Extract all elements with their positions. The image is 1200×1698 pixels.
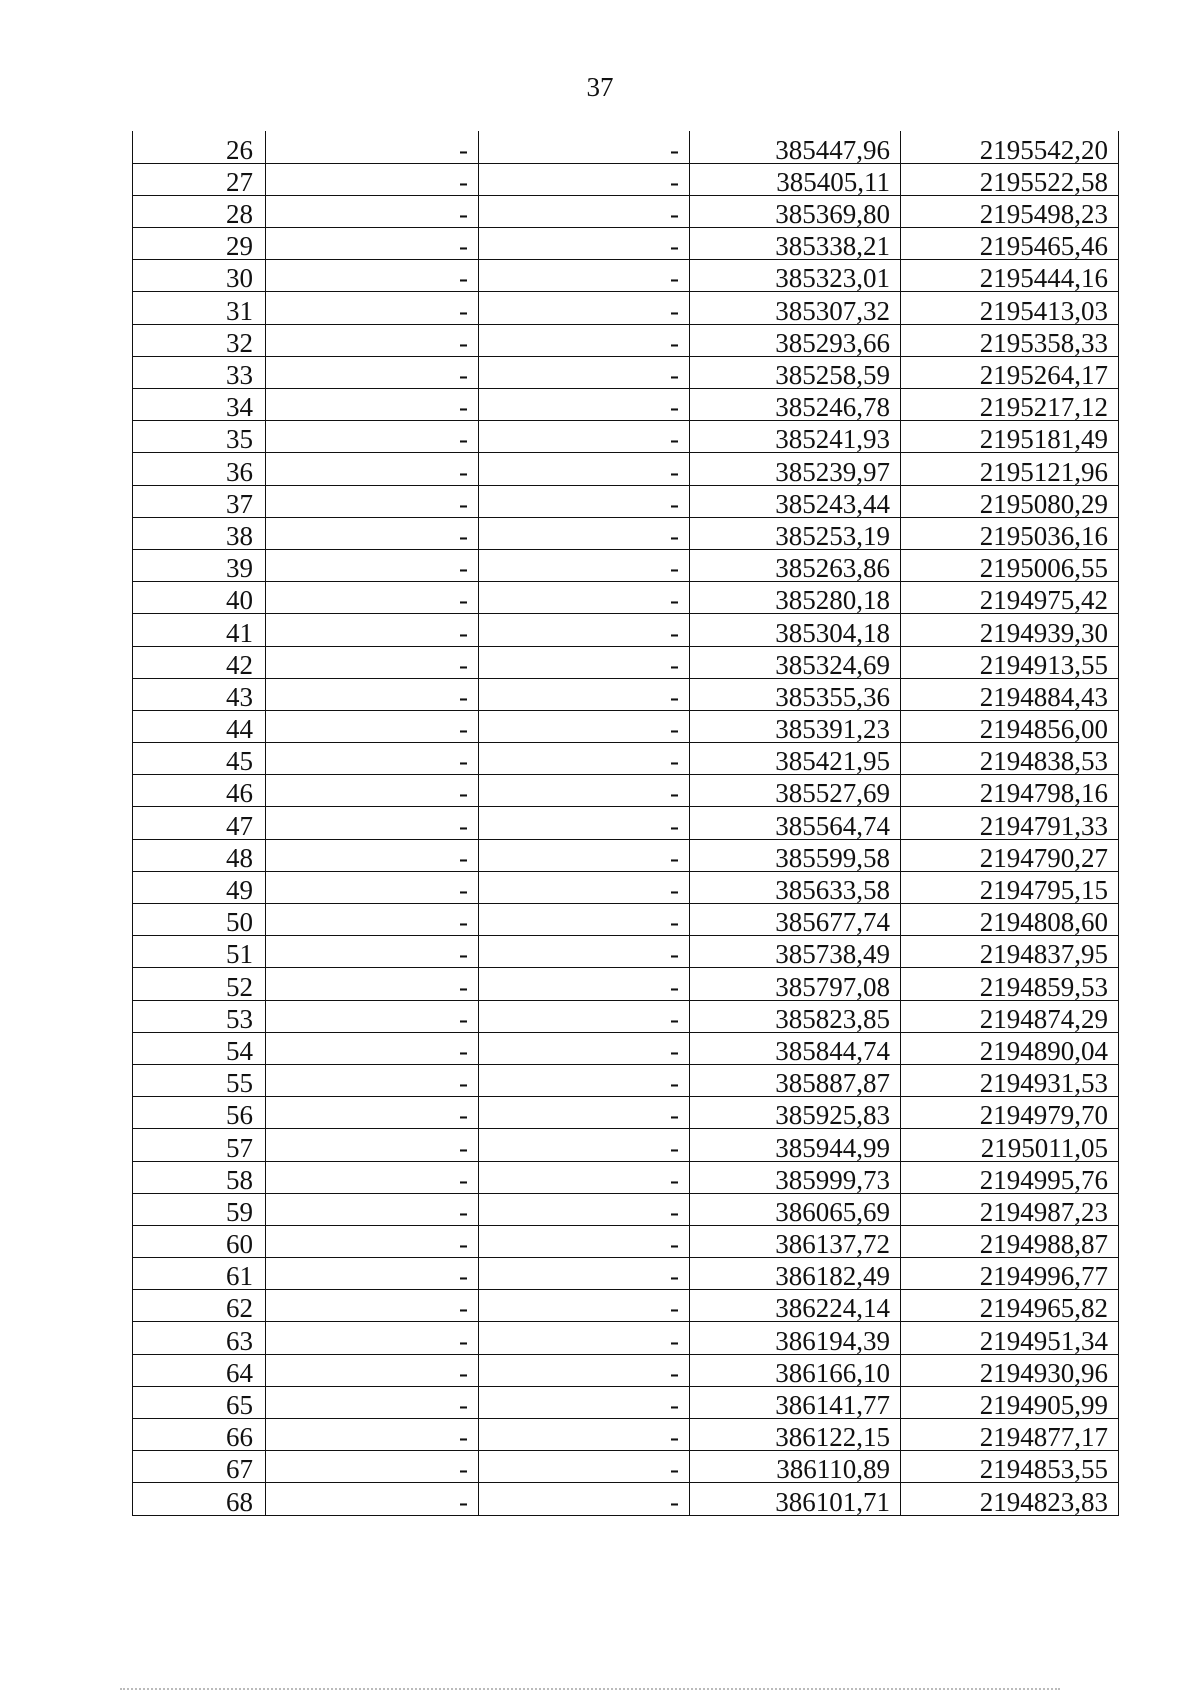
point-number-cell: 54 bbox=[133, 1032, 266, 1064]
column-3-cell: - bbox=[479, 839, 690, 871]
column-2-cell: - bbox=[266, 1354, 479, 1386]
x-coordinate-cell: 385447,96 bbox=[690, 131, 901, 163]
y-coordinate-cell: 2195358,33 bbox=[901, 324, 1119, 356]
column-2-cell: - bbox=[266, 871, 479, 903]
x-coordinate-cell: 385307,32 bbox=[690, 292, 901, 324]
point-number-cell: 50 bbox=[133, 904, 266, 936]
column-3-cell: - bbox=[479, 1386, 690, 1418]
point-number-cell: 57 bbox=[133, 1129, 266, 1161]
column-2-cell: - bbox=[266, 292, 479, 324]
column-2-cell: - bbox=[266, 389, 479, 421]
point-number-cell: 29 bbox=[133, 228, 266, 260]
table-row bbox=[133, 839, 1119, 871]
table-row bbox=[133, 614, 1119, 646]
x-coordinate-cell: 385677,74 bbox=[690, 904, 901, 936]
column-2-cell: - bbox=[266, 1419, 479, 1451]
x-coordinate-cell: 385599,58 bbox=[690, 839, 901, 871]
column-2-cell: - bbox=[266, 1290, 479, 1322]
column-3-cell: - bbox=[479, 775, 690, 807]
column-2-cell: - bbox=[266, 710, 479, 742]
column-3-cell: - bbox=[479, 517, 690, 549]
column-3-cell: - bbox=[479, 1129, 690, 1161]
table-row bbox=[133, 743, 1119, 775]
point-number-cell: 45 bbox=[133, 743, 266, 775]
column-3-cell: - bbox=[479, 1322, 690, 1354]
coordinates-table-body bbox=[133, 131, 1119, 1515]
column-2-cell: - bbox=[266, 163, 479, 195]
column-3-cell: - bbox=[479, 614, 690, 646]
column-3-cell: - bbox=[479, 1419, 690, 1451]
y-coordinate-cell: 2194931,53 bbox=[901, 1064, 1119, 1096]
point-number-cell: 59 bbox=[133, 1193, 266, 1225]
point-number-cell: 37 bbox=[133, 485, 266, 517]
x-coordinate-cell: 385887,87 bbox=[690, 1064, 901, 1096]
column-2-cell: - bbox=[266, 646, 479, 678]
y-coordinate-cell: 2195522,58 bbox=[901, 163, 1119, 195]
table-row bbox=[133, 1386, 1119, 1418]
point-number-cell: 47 bbox=[133, 807, 266, 839]
x-coordinate-cell: 385925,83 bbox=[690, 1097, 901, 1129]
y-coordinate-cell: 2195413,03 bbox=[901, 292, 1119, 324]
table-row bbox=[133, 1161, 1119, 1193]
column-2-cell: - bbox=[266, 1386, 479, 1418]
column-2-cell: - bbox=[266, 131, 479, 163]
column-3-cell: - bbox=[479, 485, 690, 517]
point-number-cell: 41 bbox=[133, 614, 266, 646]
point-number-cell: 52 bbox=[133, 968, 266, 1000]
x-coordinate-cell: 385355,36 bbox=[690, 678, 901, 710]
column-2-cell: - bbox=[266, 1322, 479, 1354]
y-coordinate-cell: 2195498,23 bbox=[901, 195, 1119, 227]
point-number-cell: 46 bbox=[133, 775, 266, 807]
table-row bbox=[133, 1000, 1119, 1032]
table-row bbox=[133, 1032, 1119, 1064]
x-coordinate-cell: 385944,99 bbox=[690, 1129, 901, 1161]
table-row bbox=[133, 1064, 1119, 1096]
column-2-cell: - bbox=[266, 324, 479, 356]
table-row bbox=[133, 260, 1119, 292]
table-row bbox=[133, 646, 1119, 678]
column-3-cell: - bbox=[479, 1064, 690, 1096]
column-3-cell: - bbox=[479, 678, 690, 710]
y-coordinate-cell: 2195217,12 bbox=[901, 389, 1119, 421]
x-coordinate-cell: 385823,85 bbox=[690, 1000, 901, 1032]
y-coordinate-cell: 2194823,83 bbox=[901, 1483, 1119, 1515]
x-coordinate-cell: 385304,18 bbox=[690, 614, 901, 646]
x-coordinate-cell: 385564,74 bbox=[690, 807, 901, 839]
y-coordinate-cell: 2194808,60 bbox=[901, 904, 1119, 936]
column-2-cell: - bbox=[266, 936, 479, 968]
y-coordinate-cell: 2194965,82 bbox=[901, 1290, 1119, 1322]
x-coordinate-cell: 385241,93 bbox=[690, 421, 901, 453]
column-3-cell: - bbox=[479, 389, 690, 421]
x-coordinate-cell: 386122,15 bbox=[690, 1419, 901, 1451]
y-coordinate-cell: 2194996,77 bbox=[901, 1258, 1119, 1290]
y-coordinate-cell: 2194890,04 bbox=[901, 1032, 1119, 1064]
x-coordinate-cell: 385338,21 bbox=[690, 228, 901, 260]
table-row bbox=[133, 871, 1119, 903]
column-2-cell: - bbox=[266, 1064, 479, 1096]
point-number-cell: 67 bbox=[133, 1451, 266, 1483]
table-row bbox=[133, 710, 1119, 742]
table-row bbox=[133, 807, 1119, 839]
y-coordinate-cell: 2195444,16 bbox=[901, 260, 1119, 292]
column-2-cell: - bbox=[266, 195, 479, 227]
table-row bbox=[133, 1483, 1119, 1515]
y-coordinate-cell: 2194856,00 bbox=[901, 710, 1119, 742]
x-coordinate-cell: 386141,77 bbox=[690, 1386, 901, 1418]
table-row bbox=[133, 1322, 1119, 1354]
x-coordinate-cell: 385258,59 bbox=[690, 356, 901, 388]
x-coordinate-cell: 385263,86 bbox=[690, 549, 901, 581]
column-2-cell: - bbox=[266, 1193, 479, 1225]
table-row bbox=[133, 324, 1119, 356]
point-number-cell: 51 bbox=[133, 936, 266, 968]
y-coordinate-cell: 2194995,76 bbox=[901, 1161, 1119, 1193]
x-coordinate-cell: 385999,73 bbox=[690, 1161, 901, 1193]
column-3-cell: - bbox=[479, 195, 690, 227]
column-3-cell: - bbox=[479, 1032, 690, 1064]
y-coordinate-cell: 2195006,55 bbox=[901, 549, 1119, 581]
x-coordinate-cell: 385405,11 bbox=[690, 163, 901, 195]
x-coordinate-cell: 385239,97 bbox=[690, 453, 901, 485]
column-2-cell: - bbox=[266, 968, 479, 1000]
column-2-cell: - bbox=[266, 485, 479, 517]
column-3-cell: - bbox=[479, 1290, 690, 1322]
point-number-cell: 49 bbox=[133, 871, 266, 903]
table-row bbox=[133, 131, 1119, 163]
y-coordinate-cell: 2194939,30 bbox=[901, 614, 1119, 646]
point-number-cell: 31 bbox=[133, 292, 266, 324]
point-number-cell: 60 bbox=[133, 1225, 266, 1257]
column-3-cell: - bbox=[479, 324, 690, 356]
point-number-cell: 65 bbox=[133, 1386, 266, 1418]
table-row bbox=[133, 968, 1119, 1000]
x-coordinate-cell: 385633,58 bbox=[690, 871, 901, 903]
table-row bbox=[133, 195, 1119, 227]
column-3-cell: - bbox=[479, 1451, 690, 1483]
table-row bbox=[133, 1451, 1119, 1483]
point-number-cell: 26 bbox=[133, 131, 266, 163]
y-coordinate-cell: 2195080,29 bbox=[901, 485, 1119, 517]
y-coordinate-cell: 2194979,70 bbox=[901, 1097, 1119, 1129]
point-number-cell: 33 bbox=[133, 356, 266, 388]
column-3-cell: - bbox=[479, 1483, 690, 1515]
point-number-cell: 68 bbox=[133, 1483, 266, 1515]
column-3-cell: - bbox=[479, 582, 690, 614]
point-number-cell: 35 bbox=[133, 421, 266, 453]
column-3-cell: - bbox=[479, 743, 690, 775]
point-number-cell: 61 bbox=[133, 1258, 266, 1290]
table-row bbox=[133, 936, 1119, 968]
x-coordinate-cell: 385280,18 bbox=[690, 582, 901, 614]
point-number-cell: 55 bbox=[133, 1064, 266, 1096]
x-coordinate-cell: 385844,74 bbox=[690, 1032, 901, 1064]
x-coordinate-cell: 385246,78 bbox=[690, 389, 901, 421]
column-2-cell: - bbox=[266, 1483, 479, 1515]
column-2-cell: - bbox=[266, 678, 479, 710]
point-number-cell: 43 bbox=[133, 678, 266, 710]
column-3-cell: - bbox=[479, 421, 690, 453]
column-2-cell: - bbox=[266, 517, 479, 549]
y-coordinate-cell: 2194798,16 bbox=[901, 775, 1119, 807]
x-coordinate-cell: 385243,44 bbox=[690, 485, 901, 517]
x-coordinate-cell: 386194,39 bbox=[690, 1322, 901, 1354]
y-coordinate-cell: 2194790,27 bbox=[901, 839, 1119, 871]
column-2-cell: - bbox=[266, 356, 479, 388]
y-coordinate-cell: 2194987,23 bbox=[901, 1193, 1119, 1225]
x-coordinate-cell: 385738,49 bbox=[690, 936, 901, 968]
x-coordinate-cell: 385324,69 bbox=[690, 646, 901, 678]
table-row bbox=[133, 421, 1119, 453]
column-2-cell: - bbox=[266, 807, 479, 839]
point-number-cell: 32 bbox=[133, 324, 266, 356]
column-3-cell: - bbox=[479, 1225, 690, 1257]
column-3-cell: - bbox=[479, 453, 690, 485]
y-coordinate-cell: 2194975,42 bbox=[901, 582, 1119, 614]
table-row bbox=[133, 1419, 1119, 1451]
column-2-cell: - bbox=[266, 421, 479, 453]
x-coordinate-cell: 385391,23 bbox=[690, 710, 901, 742]
column-3-cell: - bbox=[479, 1258, 690, 1290]
column-3-cell: - bbox=[479, 904, 690, 936]
column-2-cell: - bbox=[266, 1032, 479, 1064]
table-row bbox=[133, 1354, 1119, 1386]
y-coordinate-cell: 2194859,53 bbox=[901, 968, 1119, 1000]
column-2-cell: - bbox=[266, 1129, 479, 1161]
table-row bbox=[133, 582, 1119, 614]
column-3-cell: - bbox=[479, 260, 690, 292]
y-coordinate-cell: 2194988,87 bbox=[901, 1225, 1119, 1257]
column-2-cell: - bbox=[266, 614, 479, 646]
column-3-cell: - bbox=[479, 936, 690, 968]
x-coordinate-cell: 386182,49 bbox=[690, 1258, 901, 1290]
x-coordinate-cell: 386137,72 bbox=[690, 1225, 901, 1257]
table-row bbox=[133, 356, 1119, 388]
point-number-cell: 38 bbox=[133, 517, 266, 549]
table-row bbox=[133, 485, 1119, 517]
y-coordinate-cell: 2194951,34 bbox=[901, 1322, 1119, 1354]
column-3-cell: - bbox=[479, 228, 690, 260]
column-3-cell: - bbox=[479, 710, 690, 742]
point-number-cell: 64 bbox=[133, 1354, 266, 1386]
point-number-cell: 66 bbox=[133, 1419, 266, 1451]
column-3-cell: - bbox=[479, 131, 690, 163]
y-coordinate-cell: 2194837,95 bbox=[901, 936, 1119, 968]
y-coordinate-cell: 2195542,20 bbox=[901, 131, 1119, 163]
column-2-cell: - bbox=[266, 904, 479, 936]
x-coordinate-cell: 385323,01 bbox=[690, 260, 901, 292]
table-row bbox=[133, 775, 1119, 807]
table-row bbox=[133, 163, 1119, 195]
column-3-cell: - bbox=[479, 1000, 690, 1032]
x-coordinate-cell: 386166,10 bbox=[690, 1354, 901, 1386]
point-number-cell: 53 bbox=[133, 1000, 266, 1032]
page-number: 37 bbox=[586, 72, 614, 102]
point-number-cell: 36 bbox=[133, 453, 266, 485]
y-coordinate-cell: 2195181,49 bbox=[901, 421, 1119, 453]
table-row bbox=[133, 1225, 1119, 1257]
x-coordinate-cell: 386101,71 bbox=[690, 1483, 901, 1515]
point-number-cell: 34 bbox=[133, 389, 266, 421]
table-row bbox=[133, 517, 1119, 549]
y-coordinate-cell: 2195121,96 bbox=[901, 453, 1119, 485]
point-number-cell: 63 bbox=[133, 1322, 266, 1354]
column-3-cell: - bbox=[479, 163, 690, 195]
column-3-cell: - bbox=[479, 968, 690, 1000]
column-2-cell: - bbox=[266, 228, 479, 260]
point-number-cell: 39 bbox=[133, 549, 266, 581]
y-coordinate-cell: 2194874,29 bbox=[901, 1000, 1119, 1032]
point-number-cell: 58 bbox=[133, 1161, 266, 1193]
y-coordinate-cell: 2194853,55 bbox=[901, 1451, 1119, 1483]
coordinates-table bbox=[132, 131, 1119, 1516]
column-3-cell: - bbox=[479, 646, 690, 678]
x-coordinate-cell: 386065,69 bbox=[690, 1193, 901, 1225]
y-coordinate-cell: 2194905,99 bbox=[901, 1386, 1119, 1418]
table-row bbox=[133, 1290, 1119, 1322]
point-number-cell: 42 bbox=[133, 646, 266, 678]
column-2-cell: - bbox=[266, 1451, 479, 1483]
table-row bbox=[133, 1193, 1119, 1225]
column-2-cell: - bbox=[266, 1258, 479, 1290]
point-number-cell: 62 bbox=[133, 1290, 266, 1322]
x-coordinate-cell: 386110,89 bbox=[690, 1451, 901, 1483]
x-coordinate-cell: 385527,69 bbox=[690, 775, 901, 807]
y-coordinate-cell: 2194877,17 bbox=[901, 1419, 1119, 1451]
x-coordinate-cell: 386224,14 bbox=[690, 1290, 901, 1322]
x-coordinate-cell: 385421,95 bbox=[690, 743, 901, 775]
column-3-cell: - bbox=[479, 1097, 690, 1129]
table-row bbox=[133, 389, 1119, 421]
column-2-cell: - bbox=[266, 1097, 479, 1129]
column-3-cell: - bbox=[479, 1193, 690, 1225]
column-2-cell: - bbox=[266, 743, 479, 775]
table-row bbox=[133, 228, 1119, 260]
column-2-cell: - bbox=[266, 1225, 479, 1257]
column-3-cell: - bbox=[479, 871, 690, 903]
y-coordinate-cell: 2194930,96 bbox=[901, 1354, 1119, 1386]
table-row bbox=[133, 1129, 1119, 1161]
column-3-cell: - bbox=[479, 1161, 690, 1193]
column-2-cell: - bbox=[266, 260, 479, 292]
y-coordinate-cell: 2194795,15 bbox=[901, 871, 1119, 903]
y-coordinate-cell: 2194838,53 bbox=[901, 743, 1119, 775]
table-row bbox=[133, 678, 1119, 710]
column-3-cell: - bbox=[479, 807, 690, 839]
y-coordinate-cell: 2194791,33 bbox=[901, 807, 1119, 839]
column-2-cell: - bbox=[266, 549, 479, 581]
table-row bbox=[133, 1097, 1119, 1129]
y-coordinate-cell: 2195465,46 bbox=[901, 228, 1119, 260]
table-row bbox=[133, 292, 1119, 324]
column-3-cell: - bbox=[479, 549, 690, 581]
column-3-cell: - bbox=[479, 1354, 690, 1386]
y-coordinate-cell: 2194913,55 bbox=[901, 646, 1119, 678]
point-number-cell: 48 bbox=[133, 839, 266, 871]
scan-artifact-line bbox=[120, 1688, 1060, 1693]
column-2-cell: - bbox=[266, 775, 479, 807]
table-row bbox=[133, 453, 1119, 485]
x-coordinate-cell: 385253,19 bbox=[690, 517, 901, 549]
column-2-cell: - bbox=[266, 839, 479, 871]
y-coordinate-cell: 2195264,17 bbox=[901, 356, 1119, 388]
column-3-cell: - bbox=[479, 292, 690, 324]
column-2-cell: - bbox=[266, 453, 479, 485]
point-number-cell: 44 bbox=[133, 710, 266, 742]
y-coordinate-cell: 2195036,16 bbox=[901, 517, 1119, 549]
column-2-cell: - bbox=[266, 1000, 479, 1032]
x-coordinate-cell: 385293,66 bbox=[690, 324, 901, 356]
column-2-cell: - bbox=[266, 1161, 479, 1193]
x-coordinate-cell: 385369,80 bbox=[690, 195, 901, 227]
point-number-cell: 27 bbox=[133, 163, 266, 195]
point-number-cell: 30 bbox=[133, 260, 266, 292]
point-number-cell: 56 bbox=[133, 1097, 266, 1129]
x-coordinate-cell: 385797,08 bbox=[690, 968, 901, 1000]
column-3-cell: - bbox=[479, 356, 690, 388]
point-number-cell: 28 bbox=[133, 195, 266, 227]
table-row bbox=[133, 904, 1119, 936]
point-number-cell: 40 bbox=[133, 582, 266, 614]
y-coordinate-cell: 2195011,05 bbox=[901, 1129, 1119, 1161]
y-coordinate-cell: 2194884,43 bbox=[901, 678, 1119, 710]
column-2-cell: - bbox=[266, 582, 479, 614]
table-row bbox=[133, 1258, 1119, 1290]
table-row bbox=[133, 549, 1119, 581]
